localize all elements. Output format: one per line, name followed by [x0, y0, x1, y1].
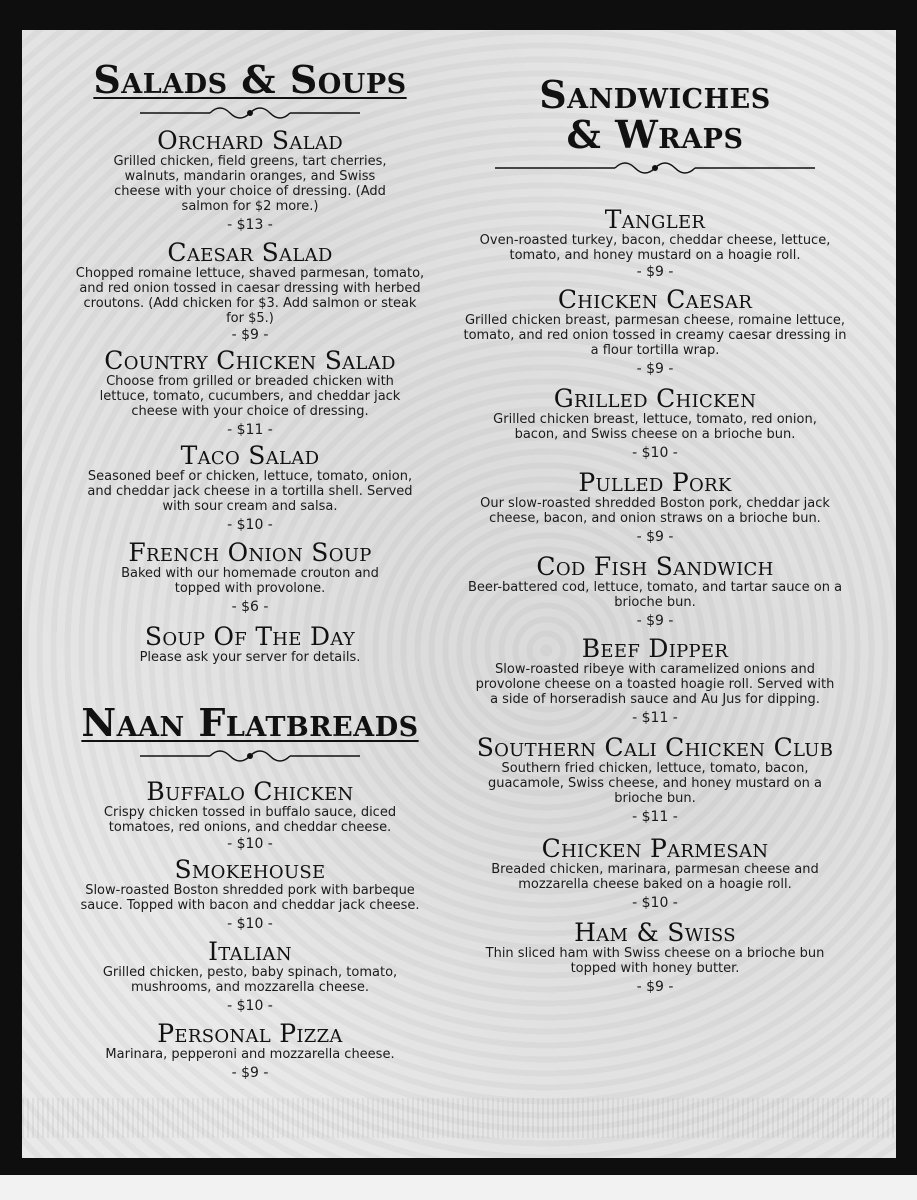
item-price: - $10 - [632, 445, 678, 461]
item-price: - $9 - [636, 361, 674, 377]
menu-item-caesar-salad [40, 240, 460, 344]
item-name: Pulled Pork [578, 468, 732, 497]
item-description: Chopped romaine lettuce, shaved parmesan, tomato, and red onion tossed in caesar dressing with herbed croutons. (Add chicken for $3. Add salmon or steak for $5.) [75, 266, 425, 326]
item-description: Our slow-roasted shredded Boston pork, cheddar jack cheese, bacon, and onion straws on a brioche bun. [480, 496, 830, 526]
item-description: Crispy chicken tossed in buffalo sauce, diced tomatoes, red onions, and cheddar cheese. [103, 805, 397, 835]
flourish-ornament-icon [140, 102, 360, 124]
menu-item-italian [40, 939, 460, 1015]
item-name: Chicken Caesar [557, 285, 753, 314]
menu-item-grilled-chicken [455, 386, 855, 462]
item-price: - $9 - [636, 613, 674, 629]
item-price: - $11 - [632, 710, 678, 726]
menu-item-tangler [455, 207, 855, 281]
heading-line-1: Sandwiches [539, 72, 771, 117]
item-name: Orchard Salad [157, 126, 343, 155]
item-price: - $11 - [227, 422, 273, 438]
item-price: - $9 - [231, 1065, 269, 1081]
item-price: - $10 - [227, 998, 273, 1014]
flourish-ornament-icon [495, 157, 815, 179]
menu-item-country-chicken-salad [40, 348, 460, 439]
item-price: - $10 - [227, 836, 273, 852]
item-description: Slow-roasted ribeye with caramelized onions and provolone cheese on a toasted hoagie roll. Served with a side of horseradish sauce and Au Jus for dipping. [475, 662, 835, 707]
menu-item-orchard-salad [40, 128, 460, 234]
item-description: Southern fried chicken, lettuce, tomato, bacon, guacamole, Swiss cheese, and honey mustard on a brioche bun. [487, 761, 823, 806]
item-name: Buffalo Chicken [146, 777, 354, 806]
menu-item-cod-fish-sandwich [455, 554, 855, 630]
item-description: Marinara, pepperoni and mozzarella cheese. [105, 1047, 395, 1062]
item-description: Grilled chicken, field greens, tart cherries, walnuts, mandarin oranges, and Swiss cheese with your choice of dressing. (Add salmon for $2 more.) [113, 154, 387, 214]
item-description: Breaded chicken, marinara, parmesan cheese and mozzarella cheese baked on a hoagie roll. [491, 862, 819, 892]
item-name: Smokehouse [174, 855, 326, 884]
menu-item-southern-cali-chicken-club [455, 735, 855, 826]
item-name: Beef Dipper [581, 634, 729, 663]
item-description: Please ask your server for details. [139, 650, 361, 665]
item-description: Grilled chicken breast, parmesan cheese, romaine lettuce, tomato, and red onion tossed in creamy caesar dressing in a flour tortilla wrap. [463, 313, 847, 358]
item-name: Cod Fish Sandwich [536, 552, 774, 581]
item-name: Grilled Chicken [553, 384, 757, 413]
menu-item-personal-pizza [40, 1021, 460, 1082]
scan-grain [22, 1098, 896, 1138]
menu-item-buffalo-chicken [40, 779, 460, 853]
menu-item-ham-and-swiss [455, 920, 855, 996]
item-name: Caesar Salad [167, 238, 333, 267]
item-name: Country Chicken Salad [104, 346, 396, 375]
item-price: - $9 - [636, 264, 674, 280]
item-name: Soup Of The Day [144, 622, 356, 651]
item-description: Grilled chicken, pesto, baby spinach, tomato, mushrooms, and mozzarella cheese. [102, 965, 398, 995]
sandwiches-wraps-heading [455, 72, 855, 157]
item-price: - $11 - [632, 809, 678, 825]
menu-item-smokehouse [40, 857, 460, 933]
menu-item-french-onion-soup [40, 540, 460, 616]
item-price: - $9 - [231, 327, 269, 343]
item-description: Beer-battered cod, lettuce, tomato, and tartar sauce on a brioche bun. [467, 580, 843, 610]
item-name: Southern Cali Chicken Club [476, 733, 834, 762]
item-price: - $10 - [227, 916, 273, 932]
item-description: Oven-roasted turkey, bacon, cheddar cheese, lettuce, tomato, and honey mustard on a hoagie roll. [479, 233, 831, 263]
item-price: - $9 - [636, 979, 674, 995]
item-name: Italian [208, 937, 292, 966]
item-price: - $10 - [227, 517, 273, 533]
menu-item-soup-of-the-day [40, 624, 460, 665]
menu-item-beef-dipper [455, 636, 855, 727]
item-description: Grilled chicken breast, lettuce, tomato, red onion, bacon, and Swiss cheese on a brioche bun. [493, 412, 817, 442]
item-name: Tangler [604, 205, 706, 234]
menu-item-chicken-parmesan [455, 836, 855, 912]
salads-soups-heading: Salads & Soups [93, 57, 407, 102]
item-description: Choose from grilled or breaded chicken with lettuce, tomato, cucumbers, and cheddar jack cheese with your choice of dressing. [99, 374, 401, 419]
item-price: - $10 - [632, 895, 678, 911]
item-price: - $6 - [231, 599, 269, 615]
heading-line-2: & Wraps [566, 112, 744, 157]
menu-item-taco-salad [40, 443, 460, 534]
item-name: Ham & Swiss [574, 918, 736, 947]
item-description: Slow-roasted Boston shredded pork with barbeque sauce. Topped with bacon and cheddar jack cheese. [80, 883, 420, 913]
item-price: - $13 - [227, 217, 273, 233]
item-description: Seasoned beef or chicken, lettuce, tomato, onion, and cheddar jack cheese in a tortilla shell. Served with sour cream and salsa. [87, 469, 413, 514]
item-description: Baked with our homemade crouton and topped with provolone. [121, 566, 379, 596]
menu-item-pulled-pork [455, 470, 855, 546]
item-name: Chicken Parmesan [541, 834, 769, 863]
item-name: Taco Salad [180, 441, 320, 470]
item-name: French Onion Soup [128, 538, 372, 567]
item-name: Personal Pizza [157, 1019, 343, 1048]
item-description: Thin sliced ham with Swiss cheese on a brioche bun topped with honey butter. [485, 946, 825, 976]
right-column [455, 72, 855, 996]
item-price: - $9 - [636, 529, 674, 545]
left-column [40, 57, 460, 1082]
flourish-ornament-icon [140, 745, 360, 767]
menu-item-chicken-caesar [455, 287, 855, 378]
naan-flatbreads-heading: Naan Flatbreads [81, 700, 419, 745]
